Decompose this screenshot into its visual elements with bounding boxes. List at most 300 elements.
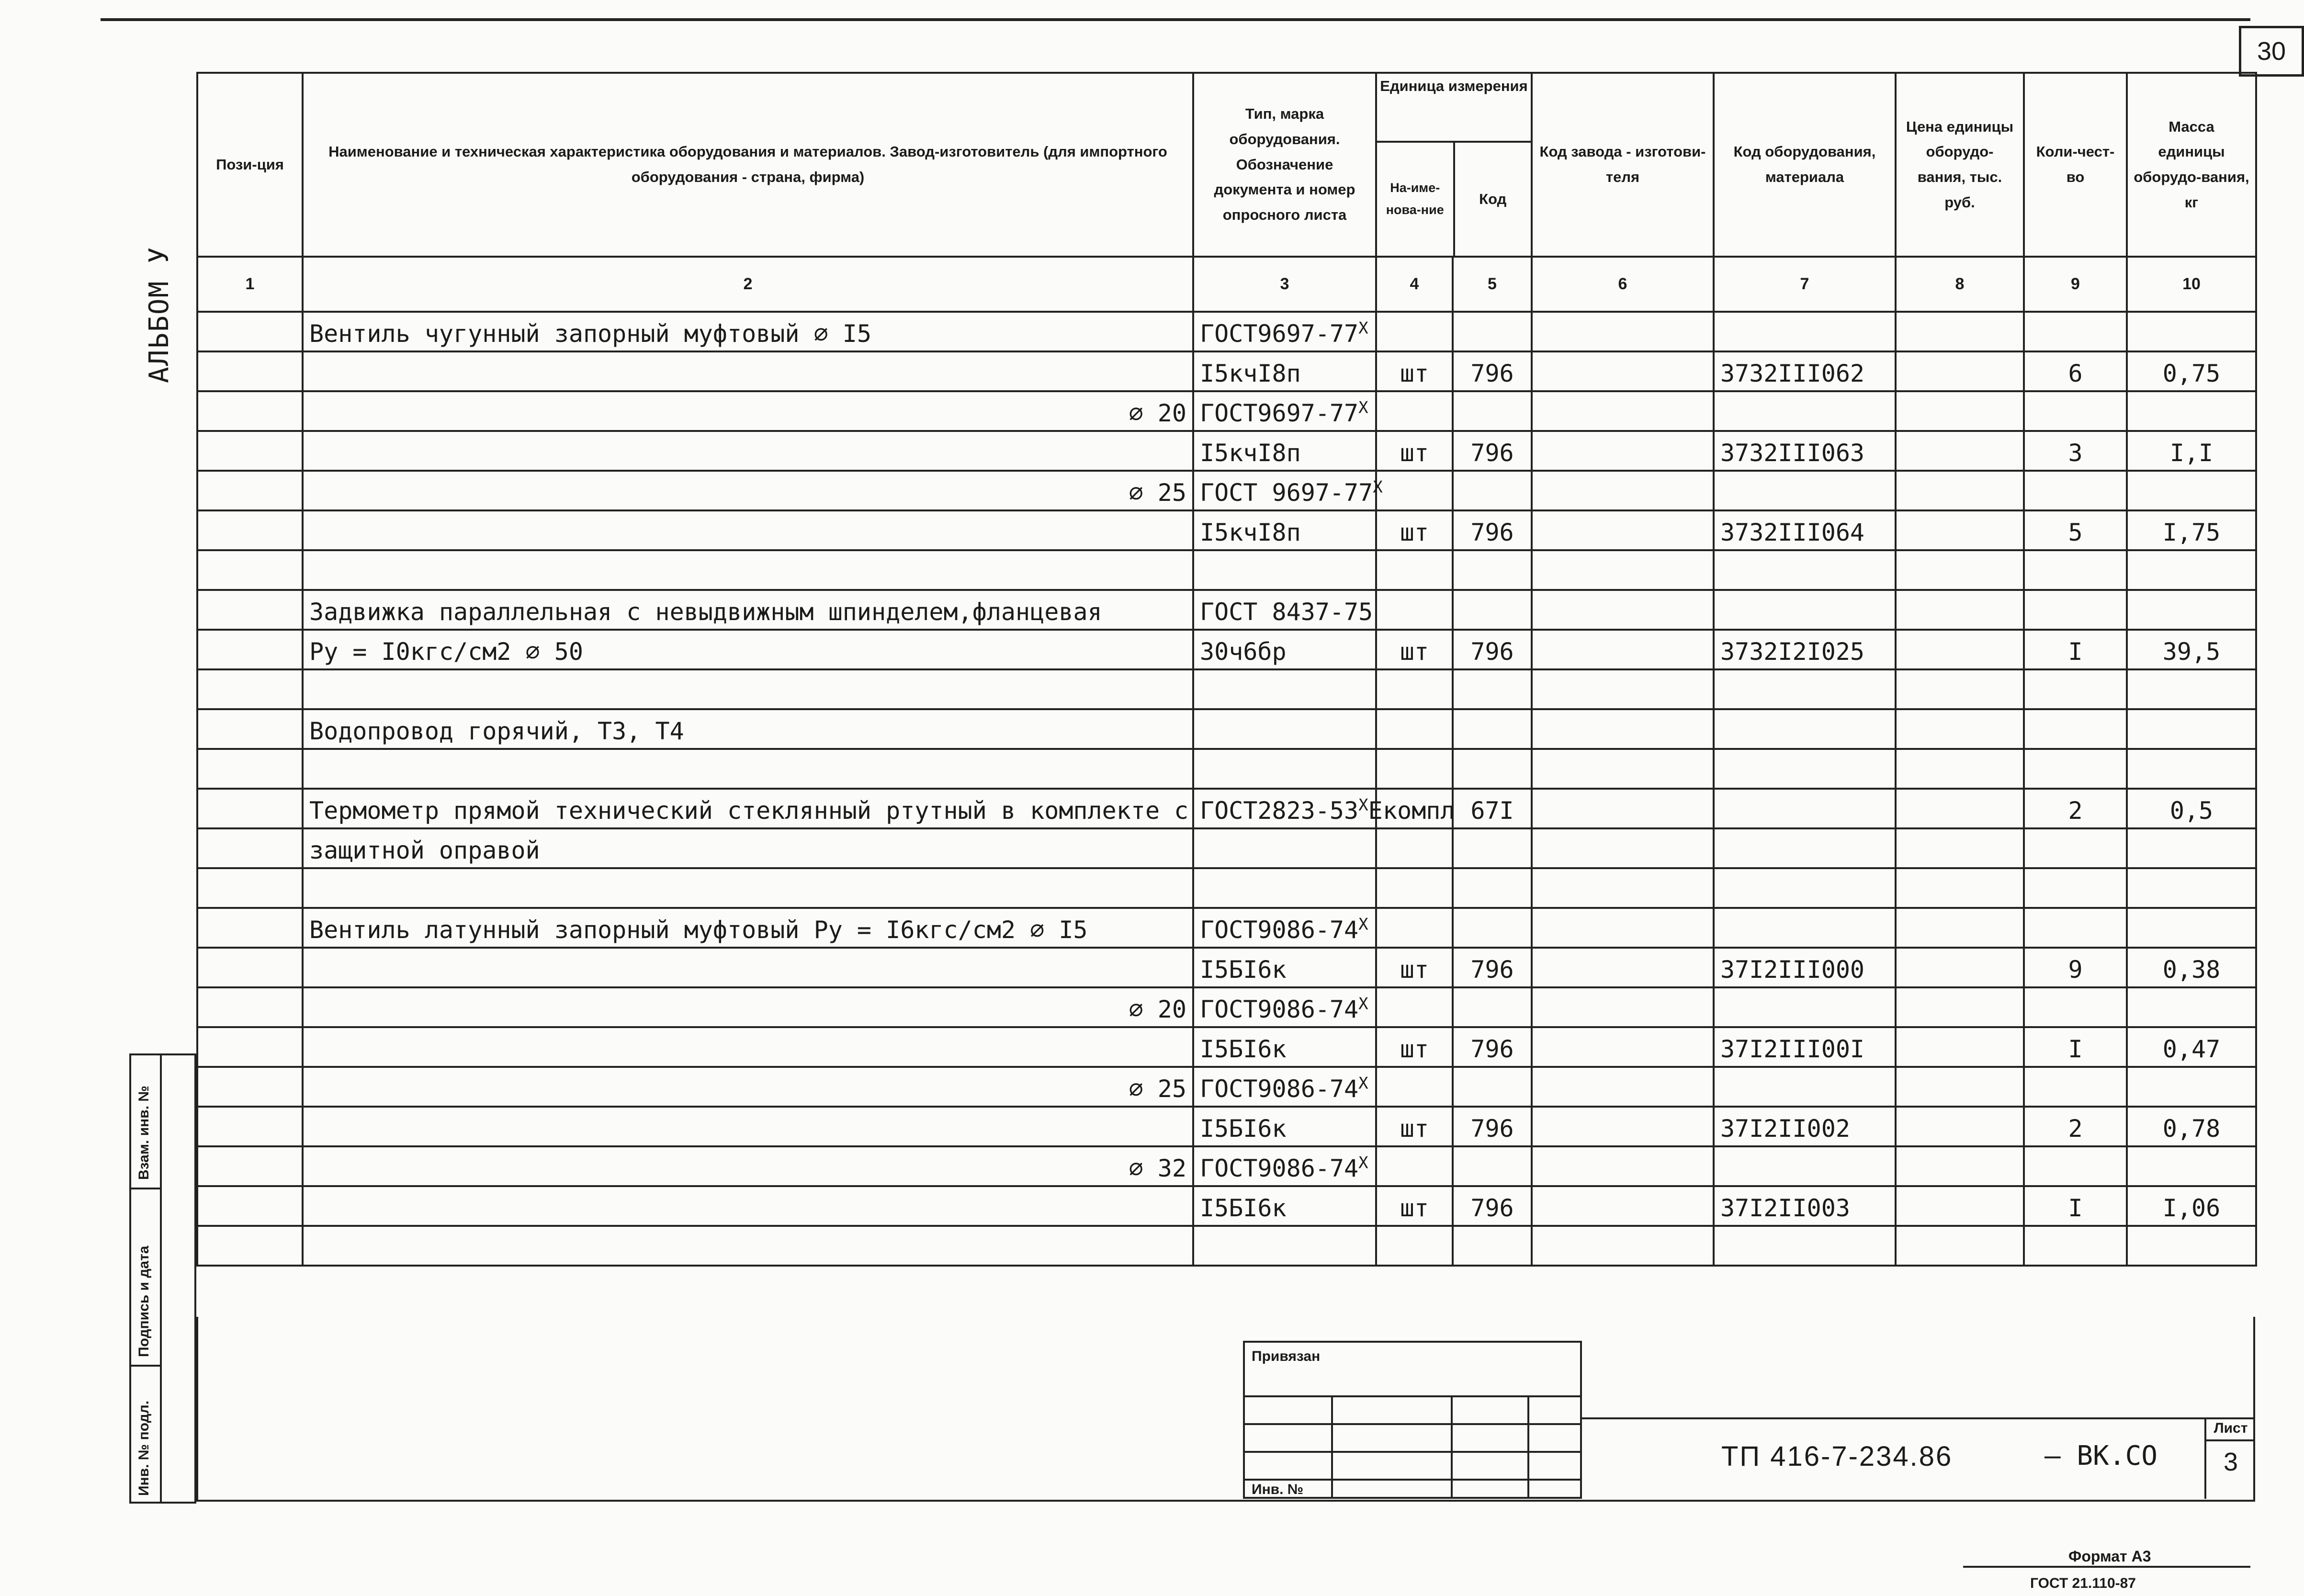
cell-type-text: ГОСТ 9697-77 bbox=[1200, 479, 1373, 507]
cell-eq bbox=[1714, 1027, 1896, 1067]
cell-plant bbox=[1532, 312, 1714, 351]
cell-code bbox=[1453, 1027, 1532, 1067]
cell-pos bbox=[197, 391, 303, 431]
cell-plant bbox=[1532, 471, 1714, 510]
cell-type-text: ГОСТ9697-77 bbox=[1200, 320, 1359, 348]
cell-eq bbox=[1714, 868, 1896, 908]
header-unit bbox=[1376, 73, 1532, 257]
cell-qty bbox=[2024, 749, 2127, 789]
cell-eq-text: 3732III063 bbox=[1720, 439, 1865, 467]
cell-plant bbox=[1532, 789, 1714, 828]
cell-name bbox=[303, 1027, 1193, 1067]
cell-mass-text: 39,5 bbox=[2162, 638, 2221, 666]
cell-mass bbox=[2127, 828, 2256, 868]
cell-pos bbox=[197, 312, 303, 351]
header-mass: Масса единицы оборудо-вания, кг bbox=[2127, 73, 2256, 257]
cell-pos bbox=[197, 1226, 303, 1266]
cell-qty bbox=[2024, 312, 2127, 351]
cell-code bbox=[1453, 669, 1532, 709]
cell-qty bbox=[2024, 550, 2127, 590]
document-code: ТП 416-7-234.86 bbox=[1721, 1441, 1953, 1472]
table-row bbox=[197, 1146, 2256, 1186]
cell-code-text: 796 bbox=[1470, 439, 1514, 467]
cell-name bbox=[303, 1107, 1193, 1146]
cell-eq bbox=[1714, 590, 1896, 630]
header-price: Цена единицы оборудо-вания, тыс. руб. bbox=[1896, 73, 2024, 257]
cell-price bbox=[1896, 550, 2024, 590]
cell-pos bbox=[197, 669, 303, 709]
cell-mass-text: 0,38 bbox=[2162, 956, 2221, 984]
cell-code bbox=[1453, 1226, 1532, 1266]
cell-type bbox=[1193, 471, 1383, 510]
cell-qty bbox=[2024, 908, 2127, 948]
cell-mass bbox=[2127, 510, 2256, 550]
cell-plant bbox=[1532, 1146, 1714, 1186]
cell-plant bbox=[1532, 1107, 1714, 1146]
cell-type-text: ГОСТ9697-77 bbox=[1200, 399, 1359, 427]
cell-plant bbox=[1532, 391, 1714, 431]
type-suffix: Е bbox=[1368, 797, 1383, 825]
cell-plant bbox=[1532, 987, 1714, 1027]
cell-eq bbox=[1714, 510, 1896, 550]
cell-qty bbox=[2024, 1107, 2127, 1146]
cell-plant bbox=[1532, 828, 1714, 868]
cell-name bbox=[303, 431, 1193, 471]
cell-plant bbox=[1532, 749, 1714, 789]
cell-unit-text: шт bbox=[1400, 1194, 1429, 1222]
cell-price bbox=[1896, 908, 2024, 948]
cell-code bbox=[1453, 1067, 1532, 1107]
cell-unit bbox=[1376, 868, 1453, 908]
cell-qty bbox=[2024, 590, 2127, 630]
cell-eq-text: 37I2II003 bbox=[1720, 1194, 1850, 1222]
cell-eq-text: 3732III062 bbox=[1720, 360, 1865, 387]
table-row bbox=[197, 868, 2256, 908]
cell-mass-text: 0,75 bbox=[2162, 360, 2221, 387]
superscript: X bbox=[1358, 994, 1368, 1014]
cell-price bbox=[1896, 789, 2024, 828]
cell-mass bbox=[2127, 471, 2256, 510]
table-row bbox=[197, 709, 2256, 749]
cell-type-text: ГОСТ2823-53 bbox=[1200, 797, 1359, 825]
header-type: Тип, марка оборудования. Обозначение документа и номер опросного листа bbox=[1193, 73, 1376, 257]
cell-type bbox=[1193, 669, 1376, 709]
cell-unit bbox=[1376, 709, 1453, 749]
cell-code bbox=[1453, 868, 1532, 908]
superscript: X bbox=[1358, 915, 1368, 934]
cell-type bbox=[1193, 987, 1376, 1027]
cell-qty bbox=[2024, 1067, 2127, 1107]
superscript: X bbox=[1358, 398, 1368, 418]
cell-name bbox=[303, 828, 1193, 868]
cell-eq bbox=[1714, 908, 1896, 948]
cell-pos bbox=[197, 1107, 303, 1146]
cell-pos bbox=[197, 709, 303, 749]
cell-plant bbox=[1532, 709, 1714, 749]
cell-qty bbox=[2024, 828, 2127, 868]
side-stamp bbox=[129, 1053, 196, 1504]
cell-price bbox=[1896, 987, 2024, 1027]
cell-type bbox=[1193, 510, 1376, 550]
cell-eq bbox=[1714, 987, 1896, 1027]
cell-type bbox=[1193, 868, 1376, 908]
cell-type-text: I5БI6к bbox=[1200, 1115, 1287, 1143]
cell-qty bbox=[2024, 669, 2127, 709]
cell-code bbox=[1453, 1186, 1532, 1226]
cell-name-text: ∅ 25 bbox=[1129, 1075, 1186, 1103]
cell-pos bbox=[197, 351, 303, 391]
cell-qty bbox=[2024, 431, 2127, 471]
cell-pos bbox=[197, 908, 303, 948]
cell-code bbox=[1453, 1107, 1532, 1146]
cell-eq bbox=[1714, 669, 1896, 709]
cell-mass bbox=[2127, 868, 2256, 908]
cell-qty bbox=[2024, 391, 2127, 431]
cell-code bbox=[1453, 948, 1532, 987]
superscript: X bbox=[1358, 795, 1368, 815]
cell-price bbox=[1896, 1107, 2024, 1146]
cell-price bbox=[1896, 1027, 2024, 1067]
cell-eq-text: 37I2III000 bbox=[1720, 956, 1865, 984]
linked-block bbox=[1243, 1341, 1582, 1499]
cell-type bbox=[1193, 1226, 1376, 1266]
cell-name-text: Термометр прямой технический стеклянный ртутный в комплекте с bbox=[309, 797, 1189, 825]
format-label: Формат А3 bbox=[2068, 1548, 2151, 1565]
header-row bbox=[197, 73, 2256, 257]
cell-pos bbox=[197, 948, 303, 987]
cell-unit bbox=[1376, 391, 1453, 431]
cell-eq bbox=[1714, 1107, 1896, 1146]
header-plant-code: Код завода - изготови-теля bbox=[1532, 73, 1714, 257]
cell-plant bbox=[1532, 1067, 1714, 1107]
cell-name-text: ∅ 20 bbox=[1129, 996, 1186, 1023]
cell-name bbox=[303, 510, 1193, 550]
cell-pos bbox=[197, 868, 303, 908]
cell-type bbox=[1193, 1107, 1376, 1146]
cell-price bbox=[1896, 431, 2024, 471]
table-row bbox=[197, 987, 2256, 1027]
superscript: X bbox=[1373, 477, 1383, 497]
cell-code bbox=[1453, 987, 1532, 1027]
cell-code-text: 796 bbox=[1470, 1035, 1514, 1063]
superscript: X bbox=[1358, 1074, 1368, 1093]
cell-unit bbox=[1376, 1027, 1453, 1067]
cell-code bbox=[1453, 550, 1532, 590]
cell-type-text: I5кчI8п bbox=[1200, 360, 1301, 387]
cell-pos bbox=[197, 749, 303, 789]
sheet-number: 30 bbox=[2239, 26, 2304, 77]
cell-price bbox=[1896, 510, 2024, 550]
cell-plant bbox=[1532, 431, 1714, 471]
cell-plant bbox=[1532, 908, 1714, 948]
cell-mass-text: 0,47 bbox=[2162, 1035, 2221, 1063]
cell-mass bbox=[2127, 431, 2256, 471]
header-unit-group: Единица измерения bbox=[1377, 74, 1531, 143]
cell-price bbox=[1896, 1186, 2024, 1226]
table-row bbox=[197, 391, 2256, 431]
cell-price bbox=[1896, 868, 2024, 908]
column-number-row bbox=[197, 257, 2256, 312]
cell-code-text: 796 bbox=[1470, 360, 1514, 387]
cell-code-text: 67I bbox=[1470, 797, 1514, 825]
cell-pos bbox=[197, 1146, 303, 1186]
frame-top-rule bbox=[101, 18, 2250, 21]
cell-qty bbox=[2024, 1146, 2127, 1186]
cell-qty bbox=[2024, 1226, 2127, 1266]
cell-unit bbox=[1376, 590, 1453, 630]
cell-type bbox=[1193, 948, 1376, 987]
cell-mass bbox=[2127, 948, 2256, 987]
cell-code bbox=[1453, 828, 1532, 868]
header-position: Пози-ция bbox=[197, 73, 303, 257]
cell-type-text: I5кчI8п bbox=[1200, 519, 1301, 546]
cell-name bbox=[303, 1146, 1193, 1186]
table-row bbox=[197, 351, 2256, 391]
cell-price bbox=[1896, 1146, 2024, 1186]
cell-unit bbox=[1376, 948, 1453, 987]
cell-name bbox=[303, 669, 1193, 709]
specification-table bbox=[196, 72, 2257, 1267]
cell-type bbox=[1193, 550, 1376, 590]
cell-mass bbox=[2127, 312, 2256, 351]
sheet-value: 3 bbox=[2223, 1448, 2238, 1476]
cell-mass-text: I,75 bbox=[2162, 519, 2221, 546]
cell-mass bbox=[2127, 351, 2256, 391]
table-row bbox=[197, 431, 2256, 471]
cell-mass bbox=[2127, 1067, 2256, 1107]
cell-type-text: I5БI6к bbox=[1200, 956, 1287, 984]
cell-type bbox=[1193, 1027, 1376, 1067]
cell-mass bbox=[2127, 1027, 2256, 1067]
cell-name-text: Задвижка параллельная с невыдвижным шпинделем,фланцевая bbox=[309, 598, 1102, 626]
cell-name bbox=[303, 630, 1193, 669]
header-unit-code: Код bbox=[1479, 190, 1507, 207]
cell-plant bbox=[1532, 948, 1714, 987]
cell-code bbox=[1453, 391, 1532, 431]
cell-name-text: защитной оправой bbox=[309, 837, 540, 864]
cell-qty-text: 9 bbox=[2068, 956, 2083, 984]
cell-unit-text: шт bbox=[1400, 956, 1429, 984]
cell-qty bbox=[2024, 1027, 2127, 1067]
cell-name bbox=[303, 312, 1193, 351]
cell-code bbox=[1453, 908, 1532, 948]
cell-unit bbox=[1376, 908, 1453, 948]
cell-price bbox=[1896, 1067, 2024, 1107]
cell-type bbox=[1193, 590, 1376, 630]
cell-eq-text: 3732III064 bbox=[1720, 519, 1865, 546]
cell-eq bbox=[1714, 1146, 1896, 1186]
table-row bbox=[197, 1027, 2256, 1067]
table-row bbox=[197, 948, 2256, 987]
cell-type bbox=[1193, 1067, 1376, 1107]
col-num: 3 bbox=[1193, 257, 1376, 312]
cell-unit bbox=[1376, 1107, 1453, 1146]
cell-unit-text: шт bbox=[1400, 1115, 1429, 1143]
cell-qty bbox=[2024, 709, 2127, 749]
cell-unit bbox=[1376, 312, 1453, 351]
superscript: X bbox=[1358, 318, 1368, 338]
cell-mass-text: 0,78 bbox=[2162, 1115, 2221, 1143]
cell-code bbox=[1453, 749, 1532, 789]
table-row bbox=[197, 1107, 2256, 1146]
cell-price bbox=[1896, 471, 2024, 510]
cell-qty bbox=[2024, 868, 2127, 908]
cell-mass bbox=[2127, 630, 2256, 669]
cell-eq bbox=[1714, 1226, 1896, 1266]
cell-eq bbox=[1714, 828, 1896, 868]
inv-replace-label: Взам. инв. № bbox=[136, 1086, 152, 1180]
cell-unit bbox=[1376, 431, 1453, 471]
cell-unit-text: шт bbox=[1400, 638, 1429, 666]
col-num: 10 bbox=[2127, 257, 2256, 312]
header-equipment-code: Код оборудования, материала bbox=[1714, 73, 1896, 257]
cell-type bbox=[1193, 391, 1376, 431]
cell-pos bbox=[197, 1067, 303, 1107]
table-row bbox=[197, 1186, 2256, 1226]
cell-unit bbox=[1376, 789, 1453, 828]
table-row bbox=[197, 1226, 2256, 1266]
cell-unit bbox=[1376, 630, 1453, 669]
cell-name bbox=[303, 987, 1193, 1027]
cell-name-text: Вентиль чугунный запорный муфтовый ∅ I5 bbox=[309, 320, 871, 348]
cell-pos bbox=[197, 471, 303, 510]
cell-qty bbox=[2024, 510, 2127, 550]
cell-code bbox=[1453, 312, 1532, 351]
cell-name bbox=[303, 908, 1193, 948]
cell-price bbox=[1896, 1226, 2024, 1266]
cell-name bbox=[303, 868, 1193, 908]
table-row bbox=[197, 550, 2256, 590]
cell-code bbox=[1453, 351, 1532, 391]
table-row bbox=[197, 908, 2256, 948]
table-row bbox=[197, 1067, 2256, 1107]
cell-eq bbox=[1714, 351, 1896, 391]
cell-name-text: ∅ 32 bbox=[1129, 1155, 1186, 1182]
cell-type-text: 30ч6бр bbox=[1200, 638, 1287, 666]
cell-unit bbox=[1376, 1067, 1453, 1107]
header-name: Наименование и техническая характеристика оборудования и материалов. Завод-изготовитель (для импортного оборудования - страна, фирма) bbox=[303, 73, 1193, 257]
cell-name-text: Вентиль латунный запорный муфтовый Ру = I6кгс/см2 ∅ I5 bbox=[309, 916, 1088, 944]
cell-pos bbox=[197, 550, 303, 590]
cell-type bbox=[1193, 1146, 1376, 1186]
col-num: 7 bbox=[1714, 257, 1896, 312]
cell-unit-text: шт bbox=[1400, 439, 1429, 467]
cell-type bbox=[1193, 312, 1376, 351]
cell-qty bbox=[2024, 630, 2127, 669]
cell-name-text: Водопровод горячий, Т3, Т4 bbox=[309, 717, 684, 745]
cell-plant bbox=[1532, 510, 1714, 550]
cell-code-text: 796 bbox=[1470, 956, 1514, 984]
cell-type bbox=[1193, 709, 1376, 749]
cell-mass bbox=[2127, 590, 2256, 630]
table-row bbox=[197, 669, 2256, 709]
cell-plant bbox=[1532, 550, 1714, 590]
sheet-label: Лист bbox=[2206, 1420, 2255, 1441]
cell-type-text: ГОСТ9086-74 bbox=[1200, 1155, 1359, 1182]
cell-type-text: I5БI6к bbox=[1200, 1194, 1287, 1222]
cell-plant bbox=[1532, 1186, 1714, 1226]
cell-name bbox=[303, 391, 1193, 431]
cell-unit bbox=[1376, 1226, 1453, 1266]
cell-name bbox=[303, 550, 1193, 590]
cell-qty-text: I bbox=[2068, 1194, 2083, 1222]
cell-type-text: ГОСТ9086-74 bbox=[1200, 916, 1359, 944]
cell-name bbox=[303, 789, 1193, 828]
cell-code bbox=[1453, 431, 1532, 471]
cell-unit bbox=[1376, 351, 1453, 391]
table-row bbox=[197, 471, 2256, 510]
cell-type-text: ГОСТ9086-74 bbox=[1200, 996, 1359, 1023]
cell-type bbox=[1193, 749, 1376, 789]
album-label: АЛЬБОМ У bbox=[144, 246, 175, 383]
cell-price bbox=[1896, 828, 2024, 868]
cell-qty bbox=[2024, 987, 2127, 1027]
cell-unit-text: шт bbox=[1400, 519, 1429, 546]
table-row bbox=[197, 749, 2256, 789]
cell-code-text: 796 bbox=[1470, 519, 1514, 546]
cell-price bbox=[1896, 709, 2024, 749]
col-num: 5 bbox=[1453, 257, 1532, 312]
cell-plant bbox=[1532, 630, 1714, 669]
linked-inv-label: Инв. № bbox=[1252, 1482, 1304, 1497]
cell-name bbox=[303, 1067, 1193, 1107]
cell-qty bbox=[2024, 1186, 2127, 1226]
inv-original-label: Инв. № подл. bbox=[136, 1400, 152, 1496]
cell-pos bbox=[197, 431, 303, 471]
cell-mass-text: 0,5 bbox=[2169, 797, 2214, 825]
cell-code-text: 796 bbox=[1470, 638, 1514, 666]
cell-plant bbox=[1532, 669, 1714, 709]
gost-standard: ГОСТ 21.110-87 bbox=[2030, 1575, 2136, 1591]
cell-eq-text: 3732I2I025 bbox=[1720, 638, 1865, 666]
cell-eq bbox=[1714, 630, 1896, 669]
cell-name bbox=[303, 749, 1193, 789]
cell-price bbox=[1896, 351, 2024, 391]
cell-pos bbox=[197, 590, 303, 630]
bottom-rule bbox=[1963, 1566, 2250, 1568]
col-num: 9 bbox=[2024, 257, 2127, 312]
cell-eq bbox=[1714, 749, 1896, 789]
cell-type bbox=[1193, 828, 1376, 868]
cell-pos bbox=[197, 1186, 303, 1226]
cell-qty-text: 6 bbox=[2068, 360, 2083, 387]
col-num: 2 bbox=[303, 257, 1193, 312]
cell-pos bbox=[197, 1027, 303, 1067]
cell-type-text: I5кчI8п bbox=[1200, 439, 1301, 467]
cell-type bbox=[1193, 1186, 1376, 1226]
cell-mass bbox=[2127, 669, 2256, 709]
cell-eq bbox=[1714, 709, 1896, 749]
cell-type bbox=[1193, 630, 1376, 669]
col-num: 8 bbox=[1896, 257, 2024, 312]
cell-pos bbox=[197, 510, 303, 550]
cell-eq bbox=[1714, 391, 1896, 431]
cell-price bbox=[1896, 669, 2024, 709]
linked-title: Привязан bbox=[1252, 1348, 1321, 1364]
cell-pos bbox=[197, 987, 303, 1027]
cell-price bbox=[1896, 312, 2024, 351]
cell-mass bbox=[2127, 749, 2256, 789]
cell-eq bbox=[1714, 1186, 1896, 1226]
sign-date-label: Подпись и дата bbox=[136, 1245, 152, 1357]
cell-unit bbox=[1376, 1186, 1453, 1226]
cell-qty-text: 2 bbox=[2068, 1115, 2083, 1143]
cell-eq bbox=[1714, 1067, 1896, 1107]
cell-type-text: ГОСТ 8437-75 bbox=[1200, 598, 1373, 626]
cell-type-text: I5БI6к bbox=[1200, 1035, 1287, 1063]
cell-price bbox=[1896, 749, 2024, 789]
cell-pos bbox=[197, 789, 303, 828]
